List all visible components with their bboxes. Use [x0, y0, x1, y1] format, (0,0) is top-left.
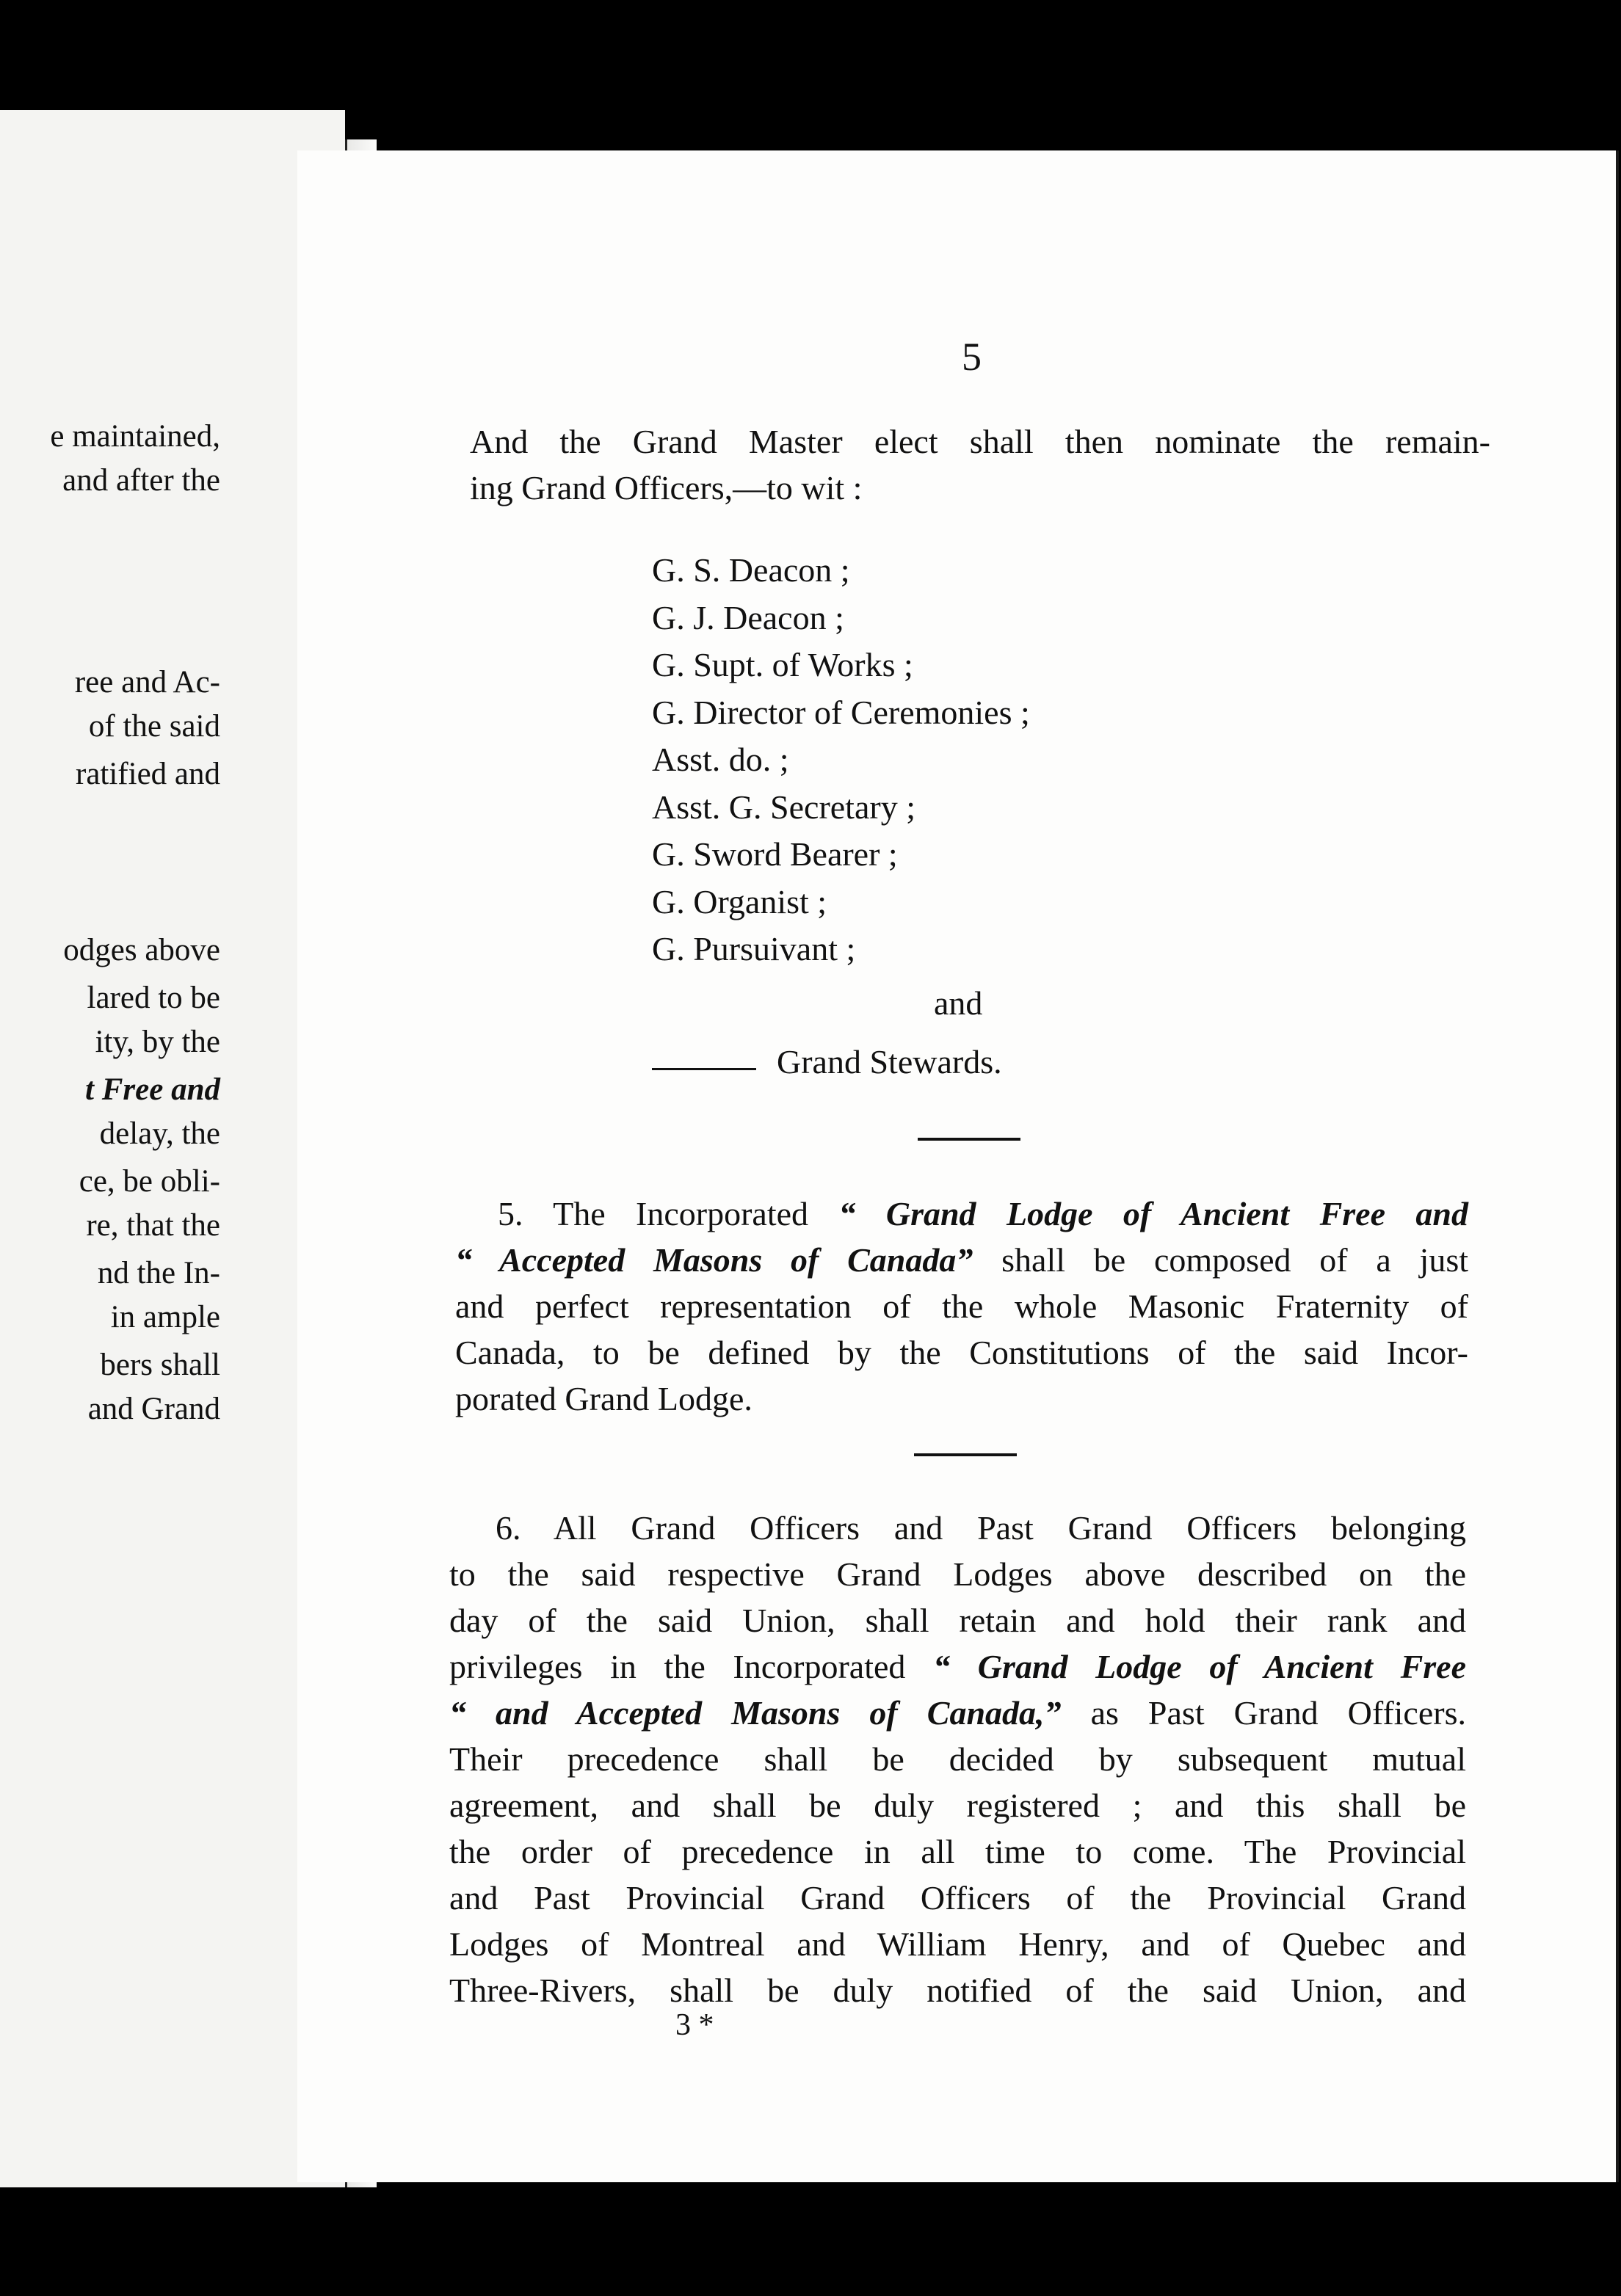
section-6-line — [449, 1690, 1466, 1736]
section-5-line: porated Grand Lodge. — [455, 1380, 753, 1417]
facing-page-line: ree and Ac- — [74, 665, 220, 700]
section-6-line: Three-Rivers, shall be duly notified of the said Union, and — [449, 1972, 1466, 2009]
section-6-line: 6. All Grand Officers and Past Grand Officers belonging — [496, 1509, 1466, 1547]
officer-item: G. Pursuivant ; — [652, 930, 856, 967]
facing-page-line: re, that the — [86, 1208, 220, 1243]
facing-page-line: ity, by the — [95, 1025, 220, 1059]
text-run: as Past Grand Officers. — [1090, 1694, 1466, 1732]
officer-item: G. Sword Bearer ; — [652, 835, 898, 873]
page-number: 5 — [962, 335, 982, 379]
section-5-line — [455, 1237, 1468, 1283]
section-5-line — [455, 1191, 1468, 1237]
italic-title: “ Grand Lodge of Ancient Free and — [838, 1195, 1469, 1232]
officer-item: G. Supt. of Works ; — [652, 646, 913, 683]
section-6-line: Their precedence shall be decided by subsequent mutual — [449, 1740, 1466, 1778]
intro-paragraph — [470, 418, 1490, 511]
section-rule — [918, 1138, 1020, 1141]
and-word: and — [934, 984, 983, 1022]
italic-title: “ Grand Lodge of Ancient Free — [933, 1648, 1466, 1685]
officer-item: Asst. do. ; — [652, 741, 789, 778]
section-6-line: agreement, and shall be duly registered ; and this shall be — [449, 1787, 1466, 1824]
text-run: privileges in the Incorporated — [449, 1648, 906, 1685]
signature-mark: 3 * — [675, 2008, 714, 2042]
text-run: The Incorporated — [553, 1195, 809, 1232]
officer-item: G. Organist ; — [652, 882, 827, 920]
facing-page-line: and after the — [62, 463, 220, 498]
grand-stewards: Grand Stewards. — [777, 1043, 1002, 1080]
officer-list — [652, 547, 1030, 973]
section-rule — [914, 1453, 1017, 1456]
intro-line: And the Grand Master elect shall then nominate the remain- — [470, 423, 1490, 460]
section-6-line: day of the said Union, shall retain and hold their rank and — [449, 1602, 1466, 1639]
officer-item: G. Director of Ceremonies ; — [652, 693, 1030, 731]
facing-page-line: delay, the — [99, 1116, 220, 1151]
officer-item: G. J. Deacon ; — [652, 598, 844, 636]
text-run: shall be composed of a just — [1001, 1241, 1469, 1279]
section-5-line: and perfect representation of the whole Masonic Fraternity of — [455, 1287, 1468, 1325]
stewards-number-blank — [652, 1068, 756, 1070]
intro-line: ing Grand Officers,—to wit : — [470, 469, 863, 506]
facing-page-line: in ample — [110, 1300, 220, 1334]
section-6 — [449, 1505, 1466, 2013]
facing-page-line: odges above — [63, 933, 220, 967]
section-6-line: the order of precedence in all time to come. The Provincial — [449, 1833, 1466, 1870]
facing-page-line: lared to be — [87, 981, 220, 1015]
section-5-line: Canada, to be defined by the Constitutions of the said Incor- — [455, 1334, 1468, 1371]
facing-page-line: nd the In- — [97, 1256, 220, 1290]
facing-page-line: of the said — [88, 709, 220, 744]
section-5-number: 5. — [498, 1195, 523, 1232]
section-6-line: Lodges of Montreal and William Henry, and of Quebec and — [449, 1925, 1466, 1963]
italic-title: “ Accepted Masons of Canada” — [455, 1241, 973, 1279]
officer-item: G. S. Deacon ; — [652, 551, 850, 589]
section-6-line: to the said respective Grand Lodges above described on the — [449, 1555, 1466, 1593]
facing-page-line: and Grand — [87, 1392, 220, 1426]
officer-item: Asst. G. Secretary ; — [652, 788, 915, 826]
italic-title: “ and Accepted Masons of Canada,” — [449, 1694, 1062, 1732]
section-5 — [455, 1191, 1468, 1422]
facing-page-line: ce, be obli- — [79, 1164, 220, 1199]
section-6-line: and Past Provincial Grand Officers of the Provincial Grand — [449, 1879, 1466, 1917]
facing-page-line: t Free and — [85, 1072, 220, 1107]
facing-page-line: ratified and — [76, 757, 220, 791]
facing-page-line: e maintained, — [50, 419, 220, 454]
facing-page-line: bers shall — [100, 1348, 220, 1382]
section-6-line — [449, 1643, 1466, 1690]
facing-page — [0, 110, 345, 2187]
